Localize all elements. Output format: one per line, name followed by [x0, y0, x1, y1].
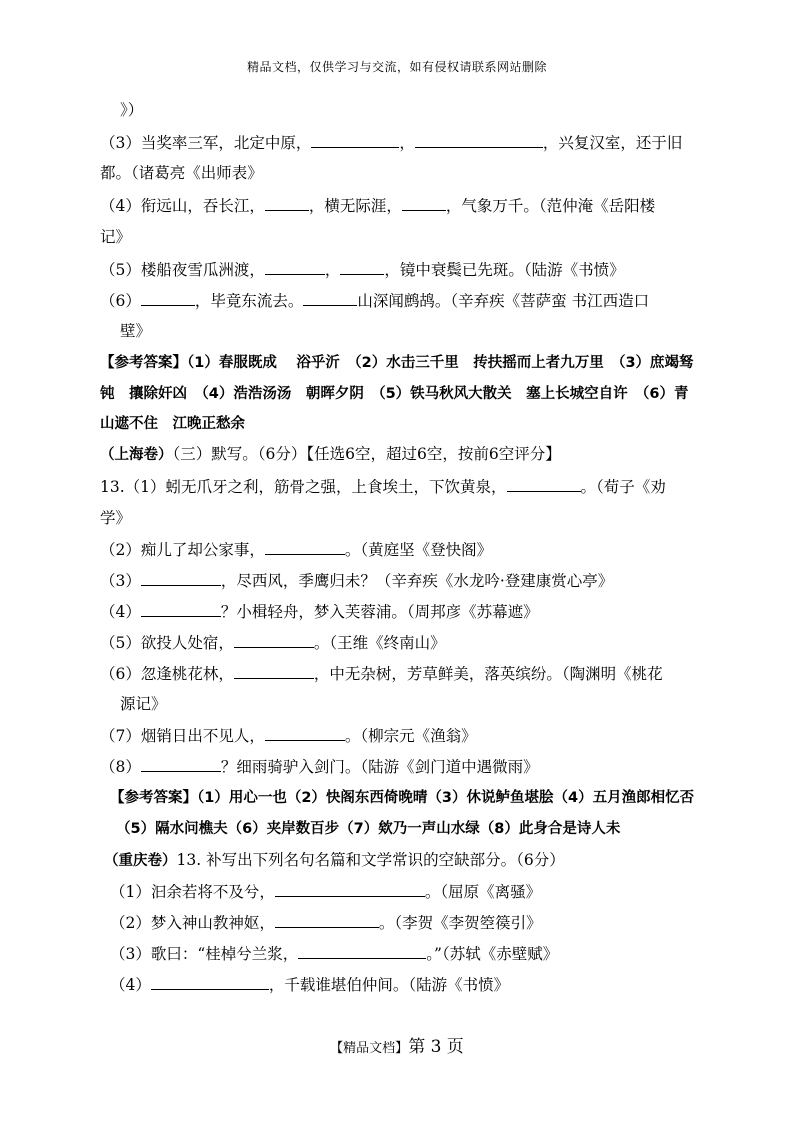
text-segment: ，毕竟东流去。 [194, 292, 304, 310]
answer-blank[interactable] [507, 475, 581, 492]
page-header: 精品文档，仅供学习与交流，如有侵权请联系网站删除 [246, 60, 547, 74]
text-segment: 源记》 [120, 695, 167, 713]
answer-key [116, 818, 620, 840]
text-segment: （5）欲投人处宿， [100, 634, 234, 652]
answer-blank[interactable] [151, 973, 269, 990]
text-segment: ，千载谁堪伯仲间。（陆游《书愤》 [268, 976, 510, 994]
answer-blank[interactable] [141, 755, 221, 772]
text-segment: 。”（苏轼《赤壁赋》 [426, 945, 559, 963]
text-line [100, 755, 539, 778]
text-segment: 》） [120, 101, 144, 119]
text-segment: 山深闻鹧鸪。（辛弃疾《菩萨蛮 书江西造口 [357, 292, 650, 310]
text-line [100, 538, 492, 561]
text-line [100, 162, 263, 184]
answer-blank[interactable] [275, 911, 379, 928]
answer-blank[interactable] [234, 662, 314, 679]
text-segment: 。（王维《终南山》 [313, 634, 446, 652]
answer-blank[interactable] [415, 131, 543, 148]
answer-blank[interactable] [265, 258, 325, 275]
answer-blank[interactable] [311, 131, 399, 148]
text-line [100, 258, 625, 281]
text-segment: ，横无际涯， [308, 197, 402, 215]
answer-blank[interactable] [234, 631, 314, 648]
text-segment: （2）痴儿了却公家事， [100, 541, 265, 559]
text-segment: 。（李贺《李贺箜篌引》 [378, 914, 542, 932]
text-segment: （5）隔水问樵夫（6）夹岸数百步（7）欸乃一声山水绿（8）此身合是诗人未 [116, 821, 621, 837]
text-segment: （1）汩余若将不及兮， [110, 883, 275, 901]
text-line [110, 911, 542, 934]
answer-key [110, 787, 694, 809]
text-segment: （6）忽逢桃花林， [100, 665, 234, 683]
answer-blank[interactable] [303, 289, 357, 306]
text-segment: 。（黄庭坚《登快阁》 [344, 541, 493, 559]
text-segment: ， [324, 261, 341, 279]
text-line [100, 289, 649, 312]
answer-blank[interactable] [340, 258, 384, 275]
text-segment: 。（柳宗元《渔翁》 [344, 727, 477, 745]
answer-blank[interactable] [141, 600, 221, 617]
text-line [100, 507, 131, 529]
text-line [120, 693, 167, 715]
answer-key [100, 413, 245, 435]
text-segment: （3）当奖率三军，北定中原， [100, 134, 312, 152]
answer-blank[interactable] [265, 194, 309, 211]
text-segment: ，兴复汉室，还于旧 [542, 134, 683, 152]
text-segment: ，镜中衰鬓已先斑。（陆游《书愤》 [384, 261, 625, 279]
text-line [110, 880, 541, 903]
answer-blank[interactable] [298, 942, 426, 959]
text-segment: 。（屈原《离骚》 [424, 883, 542, 901]
text-segment: 13.（1）蚓无爪牙之利，筋骨之强，上食埃土，下饮黄泉， [100, 478, 507, 496]
text-segment: 山遮不住 江晚正愁余 [100, 416, 245, 432]
page-number: 第 3 页 [408, 1037, 464, 1057]
text-line [100, 131, 682, 154]
text-segment: （7）烟销日出不见人， [100, 727, 265, 745]
answer-blank[interactable] [141, 569, 221, 586]
text-segment: 壁》 [120, 322, 152, 340]
text-line [100, 724, 477, 747]
footer-tag: 【精品文档】 [330, 1041, 409, 1056]
text-segment: 。（荀子《劝 [580, 478, 666, 496]
text-segment: （5）楼船夜雪瓜洲渡， [100, 261, 265, 279]
section-heading [104, 849, 565, 872]
text-line [100, 600, 539, 623]
text-segment: ， [399, 134, 415, 152]
text-line [120, 320, 151, 342]
answer-blank[interactable] [141, 289, 195, 306]
text-line [100, 194, 655, 217]
text-segment: 学》 [100, 509, 132, 527]
text-segment: （8） [100, 758, 141, 776]
text-segment: （3） [100, 572, 141, 590]
answer-blank[interactable] [265, 538, 345, 555]
text-segment: （三）默写。（6分）【任选6空，超过6空，按前6空评分】 [172, 445, 561, 463]
text-line [100, 631, 446, 654]
text-segment: 记》 [100, 228, 132, 246]
text-line [100, 475, 666, 498]
text-segment: （4）衔远山，吞长江， [100, 197, 265, 215]
text-segment: 都。（诸葛亮《出师表》 [100, 164, 263, 182]
text-segment: （6） [100, 292, 141, 310]
text-segment: （3）歌曰：“桂棹兮兰浆， [110, 945, 299, 963]
section-label: （上海卷） [100, 447, 173, 463]
answer-key [100, 383, 689, 405]
text-line [120, 99, 143, 121]
page-footer [0, 1032, 794, 1057]
text-line [100, 226, 131, 248]
answer-blank[interactable] [265, 724, 345, 741]
text-line [110, 942, 558, 965]
text-line [100, 662, 663, 685]
text-segment: （2）梦入神山教神妪， [110, 914, 275, 932]
text-segment: ？小楫轻舟，梦入芙蓉浦。（周邦彦《苏幕遮》 [220, 603, 539, 621]
text-segment: 【参考答案】（1）春服既成 浴乎沂 （2）水击三千里 抟扶摇而上者九万里 （3）庶竭驽 [100, 355, 694, 371]
text-segment: ，气象万千。（范仲淹《岳阳楼 [445, 197, 656, 215]
text-segment: ，中无杂树，芳草鲜美，落英缤纷。（陶渊明《桃花 [313, 665, 663, 683]
text-segment: 钝 攘除奸凶 （4）浩浩汤汤 朝晖夕阴 （5）铁马秋风大散关 塞上长城空自许 （6）青 [100, 386, 689, 402]
text-segment: 【参考答案】（1）用心一也（2）快阁东西倚晚晴（3）休说鲈鱼堪脍（4）五月渔郎相忆否 [110, 790, 695, 806]
answer-blank[interactable] [402, 194, 446, 211]
section-label: （重庆卷） [104, 853, 177, 869]
answer-key [100, 352, 694, 374]
section-heading [100, 443, 561, 466]
text-segment: （4） [110, 976, 151, 994]
text-line [110, 973, 509, 996]
text-segment: 13. 补写出下列名句名篇和文学常识的空缺部分。（6分） [176, 851, 565, 869]
text-segment: ？细雨骑驴入剑门。（陆游《剑门道中遇微雨》 [220, 758, 539, 776]
text-segment: （4） [100, 603, 141, 621]
answer-blank[interactable] [275, 880, 425, 897]
text-segment: ，尽西风，季鹰归未？（辛弃疾《水龙吟·登建康赏心亭》 [220, 572, 614, 590]
text-line [100, 569, 613, 592]
